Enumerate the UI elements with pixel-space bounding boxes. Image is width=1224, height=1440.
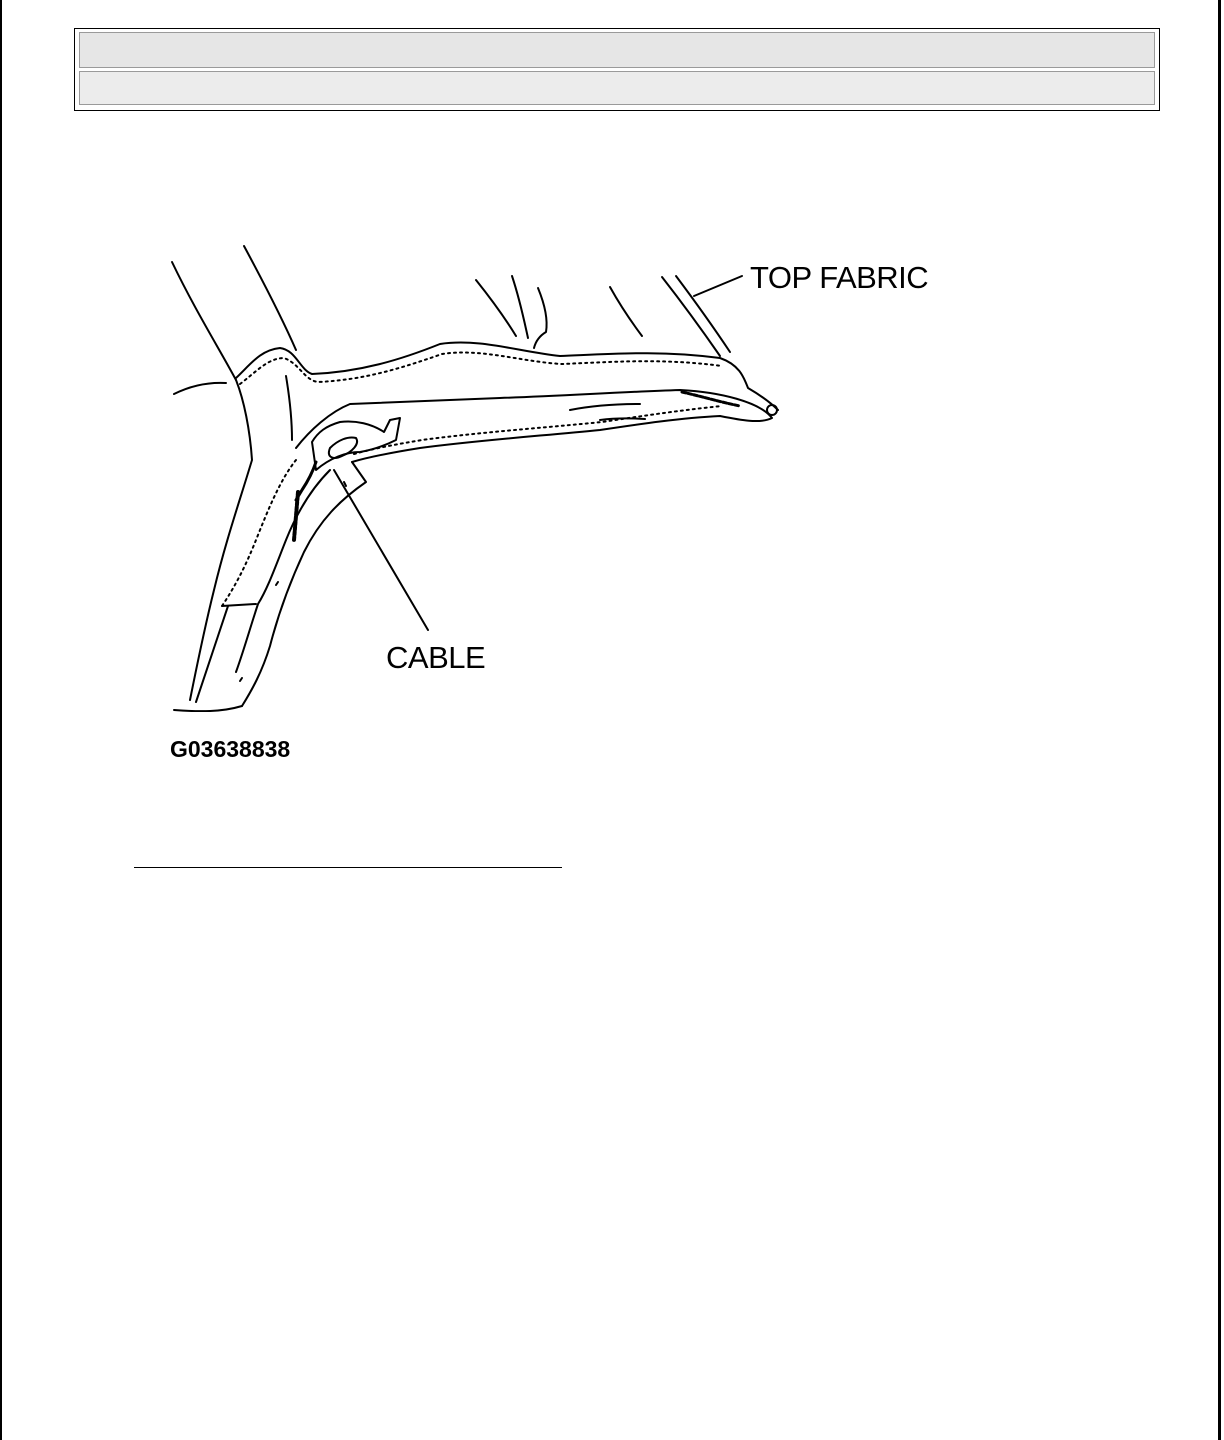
- pillar-stitched-edge: [222, 460, 296, 606]
- cable-end-fitting: [767, 405, 777, 415]
- figure-id: G03638838: [170, 736, 291, 762]
- fabric-left-inner-line: [244, 246, 296, 350]
- pillar-inner-edge: [286, 376, 292, 440]
- pillar-front-edge: [242, 462, 366, 706]
- top-fabric-cable-illustration: [160, 232, 960, 712]
- fabric-fold-left: [174, 383, 226, 394]
- leader-top-fabric: [694, 276, 742, 296]
- fabric-fold-1: [476, 280, 516, 336]
- rail-inner-line: [570, 404, 640, 410]
- pillar-mark-2: [240, 678, 242, 681]
- cable-fastener: [294, 492, 298, 540]
- rail-upper-edge: [236, 343, 778, 410]
- header-row-title: [79, 32, 1155, 68]
- bracket-mark: [344, 482, 346, 486]
- leader-cable: [334, 470, 428, 630]
- pillar-lower-line: [196, 606, 228, 702]
- cable-bracket-slot: [329, 437, 357, 457]
- fabric-fold-4: [610, 287, 642, 336]
- header-table: [74, 28, 1160, 111]
- pillar-mark-1: [276, 582, 278, 585]
- rail-upper-stitching: [240, 353, 722, 384]
- callout-cable: CABLE: [386, 640, 486, 675]
- header-row-subtitle: [79, 71, 1155, 105]
- callout-top-fabric: TOP FABRIC: [750, 260, 929, 295]
- fabric-fold-2: [512, 276, 528, 338]
- pillar-bottom-edge: [174, 706, 242, 711]
- pillar-mid-edge: [236, 470, 330, 672]
- fabric-fold-6: [676, 276, 730, 352]
- fabric-fold-3: [534, 288, 547, 348]
- section-divider: [134, 867, 562, 868]
- fabric-left-outer-line: [172, 262, 236, 380]
- rail-lower-stitching: [354, 406, 722, 454]
